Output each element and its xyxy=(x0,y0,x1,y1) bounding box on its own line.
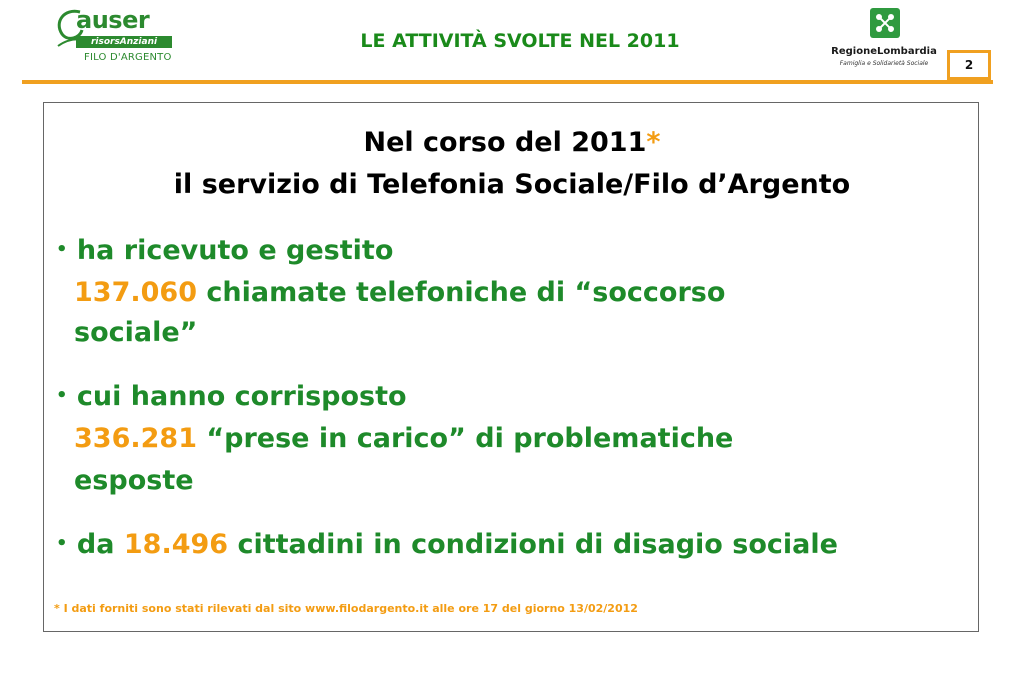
bullet-1-number: 137.060 xyxy=(74,277,197,308)
rosa-camuna-icon xyxy=(870,8,900,38)
bullet-1-rest: chiamate telefoniche di “soccorso xyxy=(196,277,726,308)
page-title: LE ATTIVITÀ SVOLTE NEL 2011 xyxy=(360,30,680,52)
heading-line-2: il servizio di Telefonia Sociale/Filo d’Argento xyxy=(173,169,851,200)
bullet-3-rest: cittadini in condizioni di disagio sociale xyxy=(228,529,838,560)
bullet-2-rest: “prese in carico” di problematiche xyxy=(196,423,734,454)
auser-brand: auser xyxy=(76,6,150,34)
region-rosa-icon xyxy=(870,8,900,38)
bullet-1-line-1 xyxy=(56,235,393,266)
bullet-3-glyph: • xyxy=(56,533,68,554)
bullet-3-line-1 xyxy=(56,529,838,560)
content-frame xyxy=(43,102,979,632)
bullet-2-number: 336.281 xyxy=(74,423,197,454)
bullet-2-line-1 xyxy=(56,381,407,412)
bullet-1-line-2 xyxy=(74,277,725,308)
heading-line-1 xyxy=(44,127,980,158)
header-divider xyxy=(22,80,993,84)
auser-logo xyxy=(54,6,174,68)
auser-subtitle: FILO D'ARGENTO xyxy=(84,52,172,63)
region-name: RegioneLombardia xyxy=(831,46,937,57)
bullet-3-number: 18.496 xyxy=(123,529,229,560)
bullet-3-prefix: da xyxy=(76,529,124,560)
bullet-1-glyph: • xyxy=(56,239,68,260)
bullet-2-line-2 xyxy=(74,423,733,454)
footnote: * I dati forniti sono stati rilevati dal sito www.filodargento.it alle ore 17 del giorno 13/02/2012 xyxy=(54,602,638,615)
bullet-2-line-3: esposte xyxy=(74,465,194,496)
regione-lombardia-logo xyxy=(830,8,940,72)
bullet-2-glyph: • xyxy=(56,385,68,406)
auser-tagline: risorsAnziani xyxy=(76,36,172,48)
region-subtitle: Famiglia e Solidarietà Sociale xyxy=(839,60,929,67)
bullet-2-text: cui hanno corrisposto xyxy=(76,381,407,412)
bullet-1-text: ha ricevuto e gestito xyxy=(76,235,394,266)
heading-text-1: Nel corso del 2011 xyxy=(363,127,647,158)
heading-star: * xyxy=(646,127,661,158)
page-number: 2 xyxy=(947,50,991,80)
bullet-1-line-3: sociale” xyxy=(74,317,198,348)
